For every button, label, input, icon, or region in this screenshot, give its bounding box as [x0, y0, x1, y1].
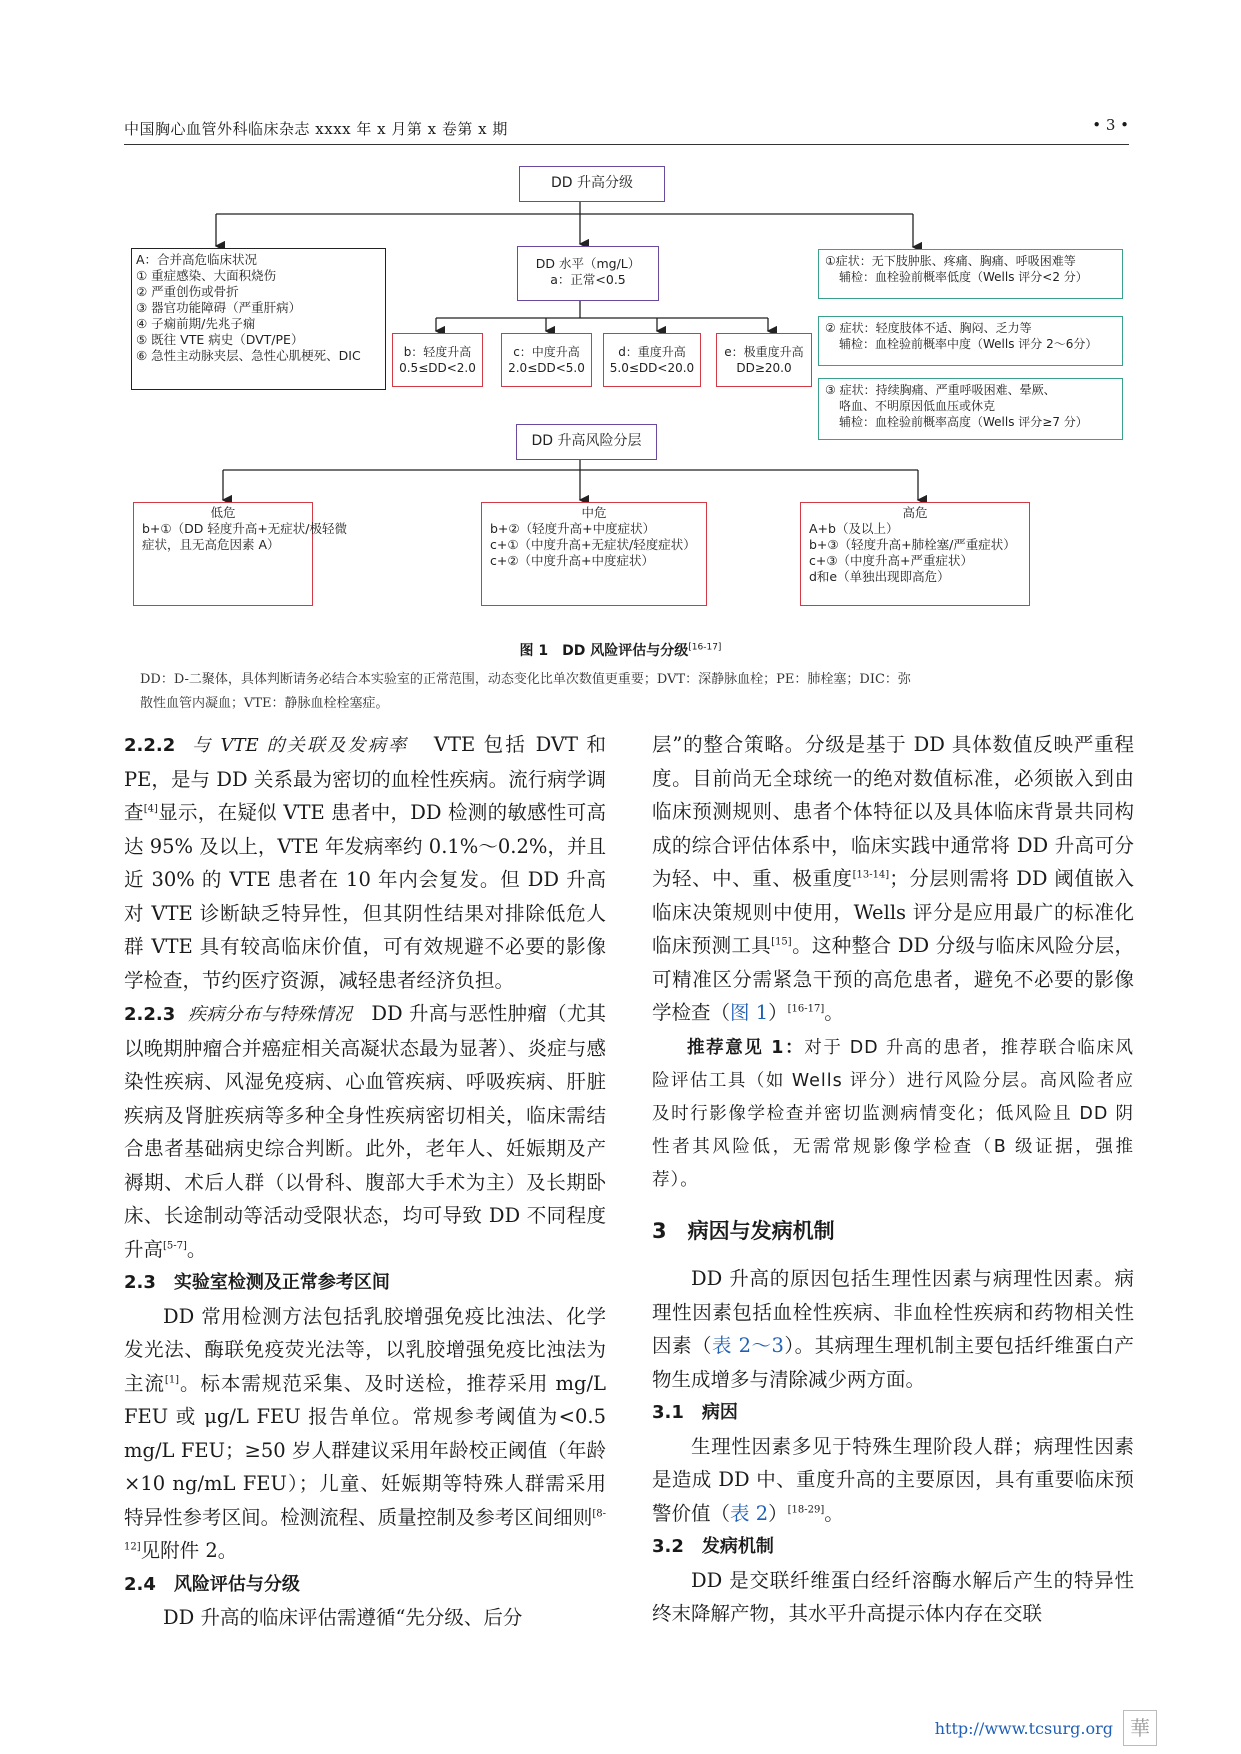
section-2-3-body	[124, 1300, 606, 1568]
citation[interactable]: [16-17]	[688, 642, 722, 653]
paragraph-text: DD 升高的原因包括生理性因素与病理性因素。病理性因素包括血栓性疾病、非血栓性疾病和药物相关性因素（	[652, 1267, 1134, 1357]
paragraph-text: DD 升高与恶性肿瘤（尤其以晚期肿瘤合并癌症相关高凝状态最为显著）、炎症与感染性疾病、风湿免疫病、心血管疾病、呼吸疾病、肝脏疾病及肾脏疾病等多种全身性疾病密切相关，临床需结合患者基础病史综合判断。此外，老年人、妊娠期及产褥期、术后人群（以骨科、腹部大手术为主）及长期卧床、长途制动等活动受限状态，均可导致 DD 不同程度升高	[124, 1002, 607, 1261]
dd-level-box	[517, 246, 659, 301]
citation[interactable]: [4]	[143, 803, 158, 815]
level-range: 5.0≤DD<20.0	[609, 361, 695, 375]
risk-title: 低危	[210, 505, 236, 520]
risk-stratification-title-box: DD 升高风险分层	[516, 424, 657, 460]
recommendation-1	[652, 1032, 1134, 1197]
citation[interactable]: [13-14]	[852, 869, 890, 881]
risk-line: c+②（中度升高+中度症状）	[490, 553, 655, 568]
medium-risk-box	[481, 502, 707, 606]
figure-note-line: DD：D-二聚体，具体判断请务必结合本实验室的正常范围，动态变化比单次数值更重要；DVT：深静脉血栓；PE：肺栓塞；DIC：弥	[140, 672, 911, 687]
section-3-1-heading: 3.1 病因	[652, 1402, 738, 1423]
risk-line: c+③（中度升高+严重症状）	[809, 553, 974, 568]
paragraph-text: VTE 包括 DVT 和 PE，是与 DD 关系最为密切的血栓性疾病。流行病学调查	[124, 733, 606, 824]
box-a-line: ⑤ 既往 VTE 病史（DVT/PE）	[136, 332, 304, 347]
section-title: 与 VTE 的关联及发病率	[192, 735, 409, 756]
figure-caption-text: 图 1 DD 风险评估与分级	[519, 643, 689, 659]
section-3-heading: 3 病因与发病机制	[652, 1218, 835, 1243]
right-column	[652, 728, 1134, 1631]
paragraph-text: 。	[824, 1501, 844, 1525]
figure-link[interactable]: 图 1	[730, 1001, 769, 1024]
paragraph-text: 。	[186, 1237, 207, 1261]
level-label: b：轻度升高	[403, 345, 472, 359]
paragraph-text: 见附件 2。	[140, 1539, 238, 1562]
paragraph-text: ；分层则需将 DD 阈值嵌入临床决策规则中使用，Wells 评分是应用最广的标准化临床预测工具	[652, 867, 1134, 957]
grading-title-box: DD 升高分级	[519, 166, 665, 202]
citation[interactable]: [5-7]	[163, 1240, 187, 1251]
risk-line: 症状，且无高危因素 A）	[142, 537, 280, 552]
symptom-line: ①症状：无下肢肿胀、疼痛、胸痛、呼吸困难等	[825, 254, 1076, 268]
test-line: 辅检：血栓验前概率高度（Wells 评分≥7 分）	[839, 415, 1088, 429]
section-3-2-heading: 3.2 发病机制	[652, 1536, 774, 1557]
journal-logo-icon: 華	[1123, 1710, 1157, 1746]
box-a-line: ③ 器官功能障碍（严重肝病）	[136, 300, 302, 315]
section-3-2-body: DD 是交联纤维蛋白经纤溶酶水解后产生的特异性终末降解产物，其水平升高提示体内存在交联	[652, 1568, 1134, 1625]
section-3-1-body	[652, 1430, 1134, 1531]
risk-line: b+②（轻度升高+中度症状）	[490, 521, 656, 536]
journal-header: 中国胸心血管外科临床杂志 xxxx 年 x 月第 x 卷第 x 期	[124, 120, 508, 138]
risk-line: b+①（DD 轻度升高+无症状/极轻微	[142, 521, 348, 536]
low-risk-box	[133, 502, 348, 606]
paragraph-text: ）	[768, 1001, 788, 1024]
figure-note	[140, 668, 1120, 716]
level-range: 0.5≤DD<2.0	[399, 361, 476, 375]
high-risk-conditions-box	[131, 248, 386, 390]
citation[interactable]: [8-12]	[124, 1508, 606, 1553]
section-number: 2.2.2	[124, 735, 176, 756]
risk-line: d和e（单独出现即高危）	[809, 569, 950, 584]
risk-line: c+①（中度升高+无症状/轻度症状）	[490, 537, 696, 552]
section-3-body	[652, 1262, 1134, 1396]
figure-note-line: 散性血管内凝血；VTE：静脉血栓栓塞症。	[140, 696, 389, 711]
paragraph-text: ）	[768, 1501, 788, 1525]
symptom-box-3	[818, 378, 1123, 440]
paragraph-text: 。这种整合 DD 分级与临床风险分层，可精准区分需紧急干预的高危患者，避免不必要的影像学检查（	[652, 934, 1134, 1024]
level-d-box	[603, 333, 701, 387]
citation[interactable]: [16-17]	[787, 1003, 825, 1015]
citation[interactable]: [1]	[164, 1374, 180, 1385]
symptom-box-2	[818, 316, 1123, 366]
box-a-line: A：合并高危临床状况	[136, 252, 258, 267]
risk-title: 中危	[581, 505, 607, 520]
risk-title: 高危	[902, 505, 928, 520]
level-label: e：极重度升高	[724, 345, 804, 359]
paragraph-text: 。	[824, 1001, 844, 1024]
page-number: • 3 •	[1092, 116, 1129, 134]
high-risk-box	[800, 502, 1030, 606]
citation[interactable]: [18-29]	[787, 1504, 825, 1515]
test-line: 辅检：血栓验前概率低度（Wells 评分<2 分）	[839, 270, 1088, 284]
dd-level-normal: a：正常<0.5	[550, 272, 626, 287]
section-2-4-heading: 2.4 风险评估与分级	[124, 1573, 300, 1595]
level-e-box	[716, 333, 812, 387]
test-line: 辅检：血栓验前概率中度（Wells 评分 2～6分）	[839, 337, 1098, 351]
level-range: 2.0≤DD<5.0	[508, 361, 585, 375]
left-column	[124, 728, 606, 1635]
section-title: 疾病分布与特殊情况	[188, 1004, 353, 1025]
dd-level-title: DD 水平（mg/L）	[535, 256, 641, 271]
section-2-4-body: DD 升高的临床评估需遵循“先分级、后分	[163, 1606, 523, 1629]
section-2-3-heading: 2.3 实验室检测及正常参考区间	[124, 1272, 390, 1293]
risk-line: A+b（及以上）	[809, 521, 899, 536]
journal-url-link[interactable]: http://www.tcsurg.org	[934, 1719, 1113, 1738]
paragraph-text: 显示，在疑似 VTE 患者中，DD 检测的敏感性可高达 95% 及以上，VTE 年发病率约 0.1%～0.2%，并且近 30% 的 VTE 患者在 10 年内会复发。但 DD 升高对 VTE 诊断缺乏特异性，但其阴性结果对排除低危人群 VTE 具有较高临床价值，可有效规避不必要的影像学检查，节约医疗资源，减轻患者经济负担。	[124, 801, 606, 992]
symptom-line: ② 症状：轻度肢体不适、胸闷、乏力等	[825, 321, 1032, 335]
box-a-line: ④ 子痫前期/先兆子痫	[136, 316, 256, 331]
citation[interactable]: [15]	[771, 936, 792, 948]
section-2-2-3	[124, 997, 606, 1266]
level-range: DD≥20.0	[736, 361, 792, 375]
section-number: 2.2.3	[124, 1004, 176, 1025]
box-a-line: ② 严重创伤或骨折	[136, 284, 239, 299]
level-label: d：重度升高	[618, 345, 686, 359]
level-c-box	[501, 333, 592, 387]
table-link[interactable]: 表 2	[730, 1501, 769, 1525]
section-2-4-continued	[652, 728, 1134, 1030]
risk-line: b+③（轻度升高+肺栓塞/严重症状）	[809, 537, 1016, 552]
symptom-line: 咯血、不明原因低血压或休克	[839, 399, 996, 413]
recommendation-text: 对于 DD 升高的患者，推荐联合临床风险评估工具（如 Wells 评分）进行风险分层。高风险者应及时行影像学检查并密切监测病情变化；低风险且 DD 阴性者其风险低，无需常规影像学检查（B 级证据，强推荐）。	[652, 1037, 1134, 1190]
symptom-line: ③ 症状：持续胸痛、严重呼吸困难、晕厥、	[825, 383, 1056, 397]
level-label: c：中度升高	[513, 345, 580, 359]
level-b-box	[392, 333, 483, 387]
figure-caption	[0, 640, 1241, 660]
table-link[interactable]: 表 2～3	[711, 1334, 784, 1357]
recommendation-label: 推荐意见 1：	[687, 1037, 805, 1058]
symptom-box-1	[818, 249, 1123, 299]
section-2-2-2	[124, 728, 606, 997]
paragraph-text: ）。其病理生理机制主要包括纤维蛋白产物生成增多与清除减少两方面。	[652, 1334, 1134, 1391]
box-a-line: ⑥ 急性主动脉夹层、急性心肌梗死、DIC	[136, 348, 361, 363]
paragraph-text: 。标本需规范采集、及时送检，推荐采用 mg/L FEU 或 μg/L FEU 报告单位。常规参考阈值为<0.5 mg/L FEU；≥50 岁人群建议采用年龄校正阈值（年龄×10 ng/mL FEU）；儿童、妊娠期等特殊人群需采用特异性参考区间。检测流程、质量控制及参考区间细则	[124, 1371, 606, 1529]
paragraph-text: DD 常用检测方法包括乳胶增强免疫比浊法、化学发光法、酶联免疫荧光法等，以乳胶增强免疫比浊法为主流	[124, 1304, 606, 1395]
box-a-line: ① 重症感染、大面积烧伤	[136, 268, 277, 283]
paragraph-text: 生理性因素多见于特殊生理阶段人群；病理性因素是造成 DD 中、重度升高的主要原因，具有重要临床预警价值（	[652, 1434, 1134, 1525]
paragraph-text: 层”的整合策略。分级是基于 DD 具体数值反映严重程度。目前尚无全球统一的绝对数值标准，必须嵌入到由临床预测规则、患者个体特征以及具体临床背景共同构成的综合评估体系中，临床实践中通常将 DD 升高可分为轻、中、重、极重度	[652, 733, 1134, 890]
